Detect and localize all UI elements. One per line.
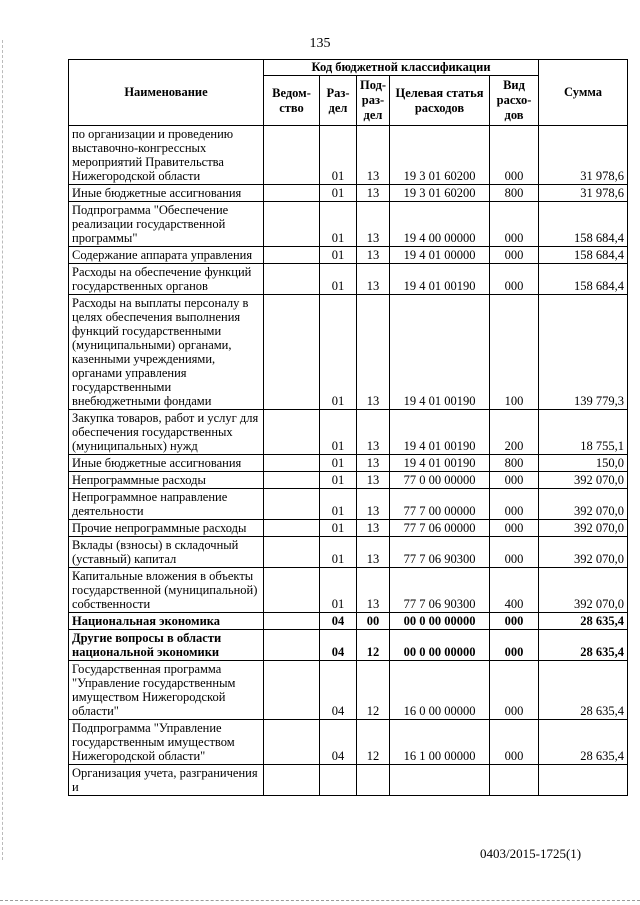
- table-row: [69, 630, 628, 661]
- cell-vid: 000: [490, 472, 539, 489]
- cell-tselevaya: 77 7 06 00000: [390, 520, 490, 537]
- cell-vedomstvo: [264, 264, 320, 295]
- table-row: [69, 247, 628, 264]
- document-code: 0403/2015-1725(1): [480, 846, 582, 861]
- cell-tselevaya: 19 4 01 00190: [390, 264, 490, 295]
- cell-summa: 31 978,6: [539, 126, 628, 185]
- cell-razdel: 04: [320, 720, 357, 765]
- cell-vid: [490, 765, 539, 796]
- header-name: Наименование: [69, 60, 264, 126]
- header-razdel: Раз-дел: [320, 76, 357, 126]
- cell-name: Прочие непрограммные расходы: [69, 520, 264, 537]
- cell-summa: 28 635,4: [539, 661, 628, 720]
- cell-razdel: 01: [320, 568, 357, 613]
- table-row: [69, 264, 628, 295]
- cell-razdel: 01: [320, 455, 357, 472]
- table-row: [69, 765, 628, 796]
- cell-vid: 800: [490, 185, 539, 202]
- cell-summa: 18 755,1: [539, 410, 628, 455]
- cell-tselevaya: 00 0 00 00000: [390, 630, 490, 661]
- cell-razdel: 01: [320, 520, 357, 537]
- cell-razdel: 01: [320, 126, 357, 185]
- cell-tselevaya: 16 0 00 00000: [390, 661, 490, 720]
- cell-vid: 000: [490, 661, 539, 720]
- cell-vid: 000: [490, 247, 539, 264]
- cell-tselevaya: 16 1 00 00000: [390, 720, 490, 765]
- cell-summa: 158 684,4: [539, 202, 628, 247]
- cell-name: Организация учета, разграничения и: [69, 765, 264, 796]
- cell-name: Иные бюджетные ассигнования: [69, 185, 264, 202]
- cell-podrazdel: 13: [357, 537, 390, 568]
- cell-tselevaya: 19 4 01 00190: [390, 410, 490, 455]
- cell-summa: 28 635,4: [539, 613, 628, 630]
- table-row: [69, 410, 628, 455]
- cell-summa: 28 635,4: [539, 720, 628, 765]
- cell-vedomstvo: [264, 247, 320, 264]
- scan-edge-marks: [2, 40, 5, 860]
- cell-razdel: 01: [320, 472, 357, 489]
- cell-razdel: 04: [320, 613, 357, 630]
- header-row-1: [69, 60, 628, 76]
- page-number: 135: [309, 36, 331, 51]
- cell-summa: 158 684,4: [539, 247, 628, 264]
- cell-name: Национальная экономика: [69, 613, 264, 630]
- cell-vid: 400: [490, 568, 539, 613]
- cell-summa: 392 070,0: [539, 568, 628, 613]
- cell-podrazdel: 13: [357, 455, 390, 472]
- cell-razdel: 04: [320, 630, 357, 661]
- table-row: [69, 613, 628, 630]
- header-code-group: Код бюджетной классификации: [264, 60, 539, 76]
- cell-summa: [539, 765, 628, 796]
- cell-razdel: 01: [320, 247, 357, 264]
- cell-vid: 800: [490, 455, 539, 472]
- table-row: [69, 126, 628, 185]
- budget-table: [68, 59, 628, 796]
- table-row: [69, 720, 628, 765]
- cell-summa: 158 684,4: [539, 264, 628, 295]
- header-vedomstvo: Ведом-ство: [264, 76, 320, 126]
- cell-vedomstvo: [264, 410, 320, 455]
- cell-razdel: 01: [320, 202, 357, 247]
- cell-vedomstvo: [264, 630, 320, 661]
- cell-summa: 392 070,0: [539, 520, 628, 537]
- cell-podrazdel: 13: [357, 520, 390, 537]
- cell-name: Государственная программа "Управление государственным имуществом Нижегородской области": [69, 661, 264, 720]
- header-vid: Вид расхо-дов: [490, 76, 539, 126]
- cell-podrazdel: 13: [357, 410, 390, 455]
- cell-vid: 000: [490, 520, 539, 537]
- cell-name: Закупка товаров, работ и услуг для обеспечения государственных (муниципальных) нужд: [69, 410, 264, 455]
- cell-summa: 150,0: [539, 455, 628, 472]
- cell-podrazdel: 13: [357, 295, 390, 410]
- cell-podrazdel: 13: [357, 472, 390, 489]
- cell-razdel: 04: [320, 661, 357, 720]
- cell-razdel: 01: [320, 410, 357, 455]
- cell-vedomstvo: [264, 537, 320, 568]
- scan-bottom-marks: [0, 900, 640, 902]
- cell-vid: 000: [490, 720, 539, 765]
- cell-name: Расходы на обеспечение функций государственных органов: [69, 264, 264, 295]
- cell-tselevaya: 19 4 01 00190: [390, 455, 490, 472]
- cell-tselevaya: 77 7 06 90300: [390, 537, 490, 568]
- cell-razdel: 01: [320, 537, 357, 568]
- table-row: [69, 295, 628, 410]
- cell-podrazdel: 13: [357, 568, 390, 613]
- budget-rows: [69, 126, 628, 796]
- table-row: [69, 472, 628, 489]
- cell-name: Подпрограмма "Управление государственным имуществом Нижегородской области": [69, 720, 264, 765]
- cell-podrazdel: 12: [357, 630, 390, 661]
- cell-razdel: [320, 765, 357, 796]
- cell-tselevaya: 77 7 00 00000: [390, 489, 490, 520]
- cell-vedomstvo: [264, 520, 320, 537]
- table-row: [69, 520, 628, 537]
- cell-podrazdel: 13: [357, 489, 390, 520]
- table-row: [69, 537, 628, 568]
- table-row: [69, 202, 628, 247]
- cell-podrazdel: 13: [357, 185, 390, 202]
- table-row: [69, 455, 628, 472]
- cell-name: Вклады (взносы) в складочный (уставный) капитал: [69, 537, 264, 568]
- header-summa: Сумма: [539, 60, 628, 126]
- cell-vid: 000: [490, 264, 539, 295]
- table-row: [69, 568, 628, 613]
- cell-tselevaya: 19 3 01 60200: [390, 126, 490, 185]
- cell-name: Содержание аппарата управления: [69, 247, 264, 264]
- cell-vid: 200: [490, 410, 539, 455]
- cell-tselevaya: 77 7 06 90300: [390, 568, 490, 613]
- cell-name: Непрограммное направление деятельности: [69, 489, 264, 520]
- cell-podrazdel: 13: [357, 126, 390, 185]
- cell-vedomstvo: [264, 489, 320, 520]
- cell-name: по организации и проведению выставочно-конгрессных мероприятий Правительства Нижегородской области: [69, 126, 264, 185]
- cell-summa: 139 779,3: [539, 295, 628, 410]
- cell-podrazdel: 13: [357, 247, 390, 264]
- header-podrazdel: Под-раз-дел: [357, 76, 390, 126]
- header-tselevaya: Целевая статья расходов: [390, 76, 490, 126]
- cell-vedomstvo: [264, 765, 320, 796]
- cell-vedomstvo: [264, 202, 320, 247]
- cell-summa: 392 070,0: [539, 472, 628, 489]
- cell-vedomstvo: [264, 295, 320, 410]
- cell-podrazdel: 13: [357, 202, 390, 247]
- cell-vid: 100: [490, 295, 539, 410]
- cell-tselevaya: [390, 765, 490, 796]
- cell-vid: 000: [490, 126, 539, 185]
- cell-vedomstvo: [264, 185, 320, 202]
- cell-name: Другие вопросы в области национальной экономики: [69, 630, 264, 661]
- cell-podrazdel: 12: [357, 720, 390, 765]
- cell-vid: 000: [490, 630, 539, 661]
- cell-vedomstvo: [264, 613, 320, 630]
- cell-podrazdel: [357, 765, 390, 796]
- cell-podrazdel: 12: [357, 661, 390, 720]
- cell-vid: 000: [490, 202, 539, 247]
- cell-summa: 392 070,0: [539, 489, 628, 520]
- cell-name: Непрограммные расходы: [69, 472, 264, 489]
- cell-razdel: 01: [320, 185, 357, 202]
- cell-tselevaya: 19 3 01 60200: [390, 185, 490, 202]
- cell-summa: 392 070,0: [539, 537, 628, 568]
- cell-summa: 31 978,6: [539, 185, 628, 202]
- cell-razdel: 01: [320, 295, 357, 410]
- cell-name: Подпрограмма "Обеспечение реализации государственной программы": [69, 202, 264, 247]
- cell-name: Капитальные вложения в объекты государственной (муниципальной) собственности: [69, 568, 264, 613]
- cell-podrazdel: 00: [357, 613, 390, 630]
- cell-tselevaya: 19 4 01 00190: [390, 295, 490, 410]
- cell-name: Расходы на выплаты персоналу в целях обеспечения выполнения функций государственными (муниципальными) органами, казенными учреждениями, органами управления государственными внебюджетными фондами: [69, 295, 264, 410]
- cell-razdel: 01: [320, 264, 357, 295]
- table-row: [69, 489, 628, 520]
- cell-vedomstvo: [264, 126, 320, 185]
- cell-vid: 000: [490, 537, 539, 568]
- cell-vedomstvo: [264, 472, 320, 489]
- cell-tselevaya: 77 0 00 00000: [390, 472, 490, 489]
- cell-tselevaya: 00 0 00 00000: [390, 613, 490, 630]
- cell-vedomstvo: [264, 661, 320, 720]
- cell-vid: 000: [490, 489, 539, 520]
- cell-vid: 000: [490, 613, 539, 630]
- cell-vedomstvo: [264, 455, 320, 472]
- table-row: [69, 185, 628, 202]
- cell-razdel: 01: [320, 489, 357, 520]
- cell-vedomstvo: [264, 568, 320, 613]
- cell-tselevaya: 19 4 00 00000: [390, 202, 490, 247]
- cell-vedomstvo: [264, 720, 320, 765]
- table-row: [69, 661, 628, 720]
- cell-name: Иные бюджетные ассигнования: [69, 455, 264, 472]
- cell-podrazdel: 13: [357, 264, 390, 295]
- cell-summa: 28 635,4: [539, 630, 628, 661]
- cell-tselevaya: 19 4 01 00000: [390, 247, 490, 264]
